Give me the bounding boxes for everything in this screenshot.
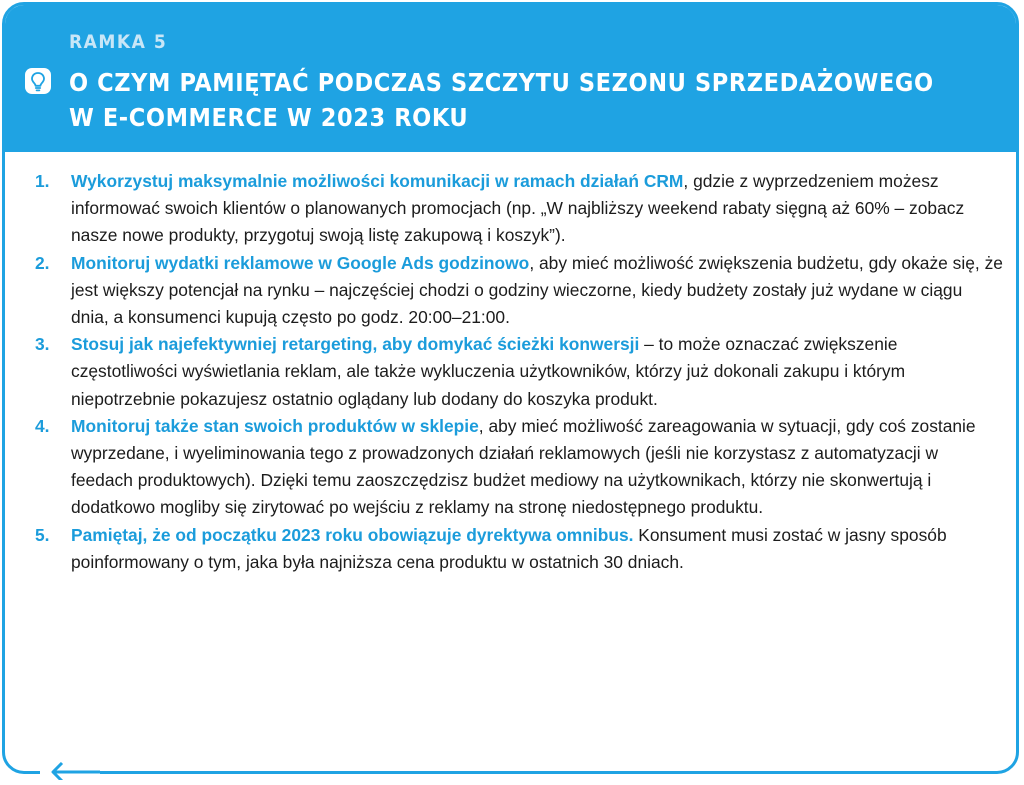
box-label: RAMKA 5 [69,31,168,53]
item-text: , gdzie z wyprzedzeniem możesz informować swoich klientów o planowanych promocjach (np. „W najbliższy weekend rabaty sięgną aż 60% – zobacz nasze nowe produkty, przygotuj swoją listę zakupową i koszyk”). [71,171,965,246]
item-text: – to może oznaczać zwiększenie częstotliwości wyświetlania reklam, ale także wykluczenia użytkowników, którzy już dokonali zakupu i którym niepotrzebnie pokazujesz ostatnio oglądany lub dodany do koszyka produkt. [71,334,906,409]
list-item [35,331,1003,413]
item-number: 5. [35,524,50,545]
box-title-line-1: O CZYM PAMIĘTAĆ PODCZAS SZCZYTU SEZONU SPRZEDAŻOWEGO [69,68,934,97]
item-highlight: Monitoruj także stan swoich produktów w sklepie [71,415,479,436]
tips-list [35,168,1003,576]
box-title [69,65,934,135]
list-item [35,522,1003,576]
lightbulb-icon [25,68,51,94]
item-number: 1. [35,171,50,191]
box-title-line-2: W E-COMMERCE W 2023 ROKU [69,103,469,132]
ramka-box [2,2,1019,774]
list-item [35,250,1003,332]
box-header [5,5,1016,152]
item-highlight: Monitoruj wydatki reklamowe w Google Ads godzinowo [71,252,530,273]
item-text: Konsument musi zostać w jasny sposób poinformowany o tym, jaka była najniższa cena produktu w ostatnich 30 dniach. [71,524,947,572]
list-item [35,413,1003,522]
item-text: , aby mieć możliwość zareagowania w sytuacji, gdy coś zostanie wyprzedane, i wyeliminowania tego z prowadzonych działań reklamowych (jeśli nie korzystasz z automatyzacji w feedach produktowych). Dzięki temu zaoszczędzisz budżet mediowy na użytkownikach, którzy nie skonwertują i dodatkowo mogliby się zirytować po wejściu z reklamy na stronę niedostępnego produktu. [71,415,976,518]
item-highlight: Stosuj jak najefektywniej retargeting, aby domykać ścieżki konwersji [71,334,640,355]
item-number: 3. [35,334,50,355]
list-item [35,168,1003,250]
arrow-left-icon [40,752,100,780]
item-highlight: Pamiętaj, że od początku 2023 roku obowiązuje dyrektywa omnibus. [71,524,634,545]
item-text: , aby mieć możliwość zwiększenia budżetu, gdy okaże się, że jest większy potencjał na rynku – najczęściej chodzi o godziny wieczorne, kiedy budżety zostały już wydane w ciągu dnia, a konsumenci kupują często po godz. 20:00–21:00. [71,252,1003,328]
item-number: 4. [35,415,50,436]
item-highlight: Wykorzystuj maksymalnie możliwości komunikacji w ramach działań CRM [71,171,684,191]
item-number: 2. [35,252,50,273]
